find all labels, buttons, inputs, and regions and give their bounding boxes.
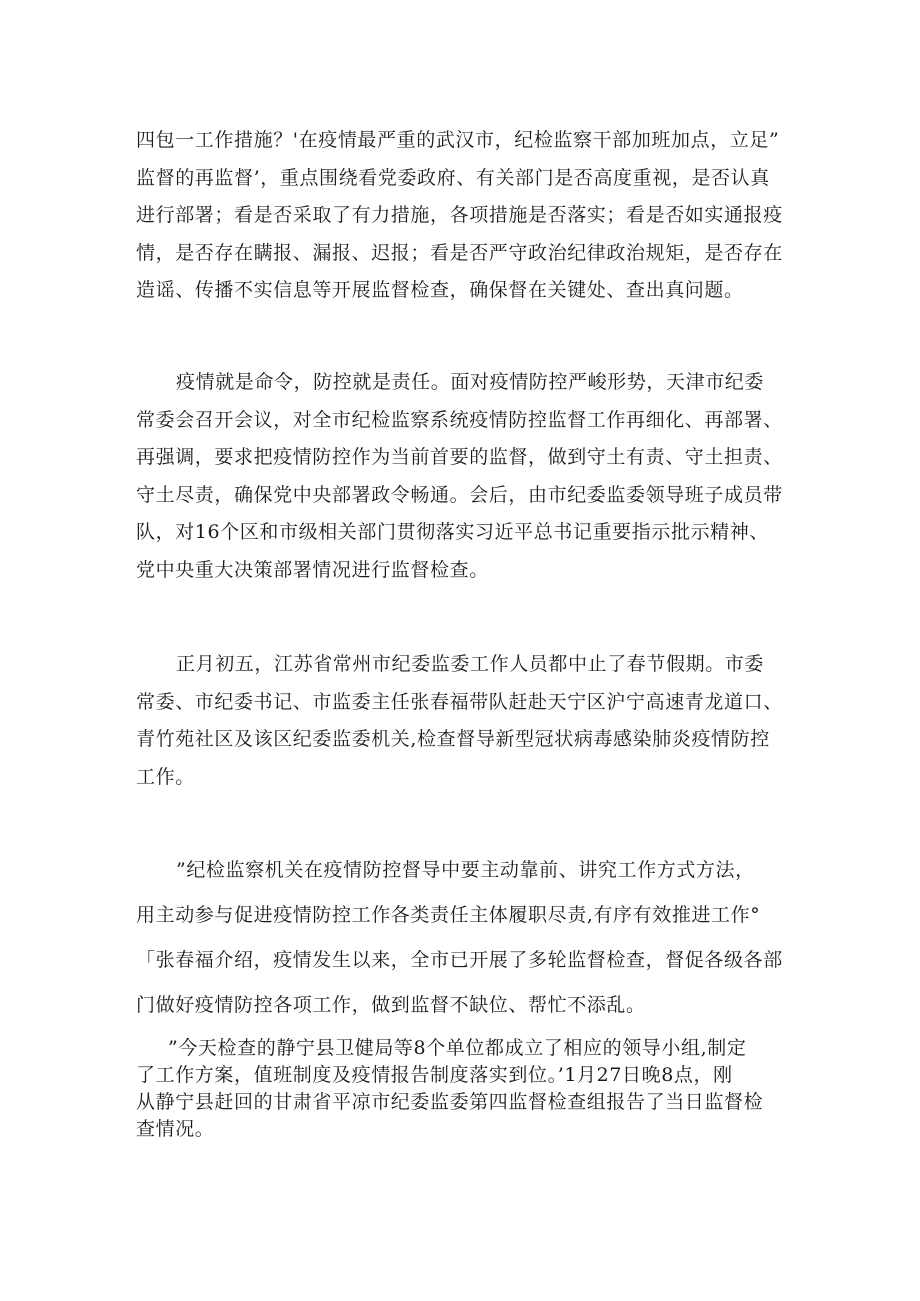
text-line: 工作。 — [136, 765, 195, 788]
text-line: 从静宁县赶回的甘肃省平凉市纪委监委第四监督检查组报告了当日监督检 — [136, 1091, 764, 1113]
text-line: 「张春福介绍，疫情发生以来，全市已开展了多轮监督检查，督促各级各部 — [136, 949, 783, 971]
text-line: 进行部署；看是否采取了有力措施，各项措施是否落实；看是否如实通报疫 — [136, 204, 783, 227]
paragraph-zhang-chunfu-quote — [136, 848, 796, 1028]
text-line: 四包一工作措施？'在疫情最严重的武汉市，纪检监察干部加班加点，立足” — [136, 129, 780, 151]
text-line: 再强调，要求把疫情防控作为当前首要的监督，做到守土有责、守土担责、 — [136, 446, 783, 469]
text-line: 疫情就是命令，防控就是责任。面对疫情防控严峻形势，天津市纪委 — [176, 371, 765, 393]
text-line: 党中央重大决策部署情况进行监督检查。 — [136, 558, 489, 581]
paragraph-pingliang-report — [136, 1035, 796, 1143]
text-line: 常委、市纪委书记、市监委主任张春福带队赶赴天宁区沪宁高速青龙道口、 — [136, 690, 783, 713]
text-line: 情，是否存在瞒报、漏报、迟报；看是否严守政治纪律政治规矩，是否存在 — [136, 241, 783, 264]
paragraph-tianjin-meeting — [136, 364, 796, 590]
paragraph-wuhan-supervision — [136, 122, 796, 310]
paragraph-changzhou-inspection — [136, 646, 796, 796]
text-line: ”今天检查的静宁县卫健局等8个单位都成立了相应的领导小组,制定 — [168, 1037, 747, 1059]
text-line: 常委会召开会议，对全市纪检监察系统疫情防控监督工作再细化、再部署、 — [136, 408, 783, 431]
text-line: 用主动参与促进疫情防控工作各类责任主体履职尽责,有序有效推进工作° — [136, 904, 761, 926]
text-line: 造谣、传播不实信息等开展监督检查，确保督在关键处、查出真问题。 — [136, 279, 744, 302]
text-line: ”纪检监察机关在疫情防控督导中要主动靠前、讲究工作方式方法， — [176, 859, 755, 881]
text-line: 监督的再监督’，重点围绕看党委政府、有关部门是否高度重视，是否认真 — [136, 166, 770, 189]
text-line: 守土尽责，确保党中央部署政令畅通。会后，由市纪委监委领导班子成员带 — [136, 483, 783, 506]
text-line: 门做好疫情防控各项工作，做到监督不缺位、帮忙不添乱。 — [136, 994, 646, 1016]
text-line: 青竹苑社区及该区纪委监委机关,检查督导新型冠状病毒感染肺炎疫情防控 — [136, 728, 770, 751]
text-line: 队，对16个区和市级相关部门贯彻落实习近平总书记重要指示批示精神、 — [136, 521, 769, 544]
text-line: 正月初五，江苏省常州市纪委监委工作人员都中止了春节假期。市委 — [176, 653, 765, 675]
text-line: 查情况。 — [136, 1118, 215, 1140]
text-line: 了工作方案，值班制度及疫情报告制度落实到位。’1月27日晚8点，刚 — [136, 1064, 733, 1086]
